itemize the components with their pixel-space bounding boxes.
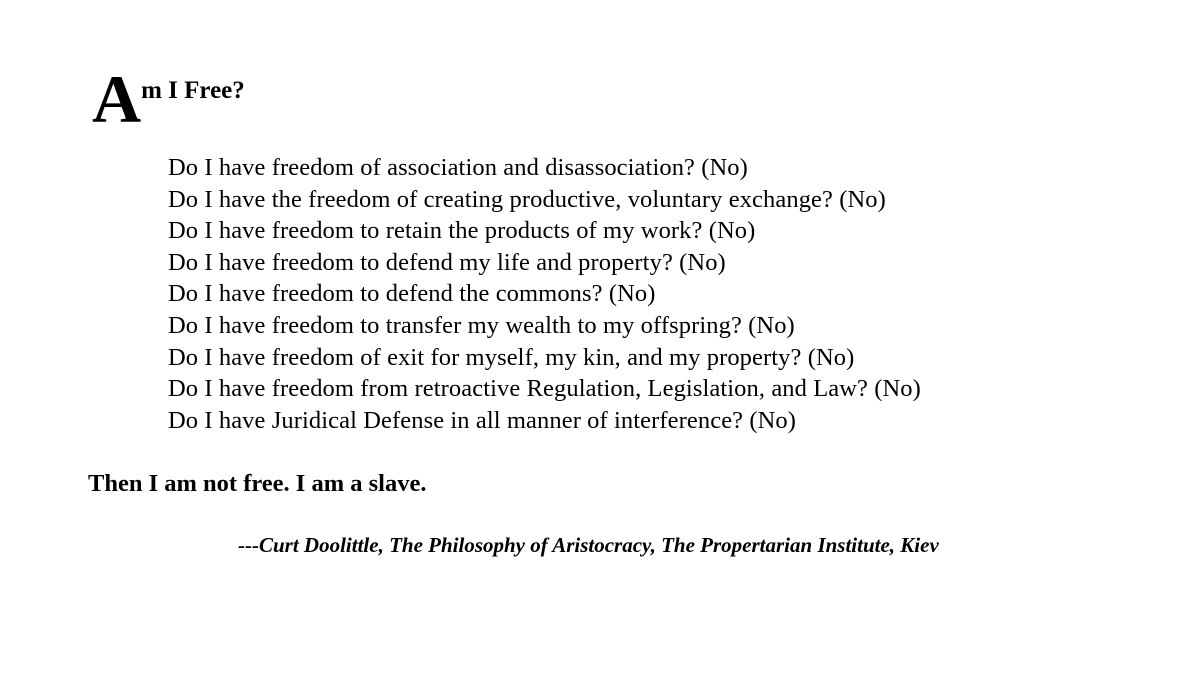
question-list	[168, 152, 1128, 436]
conclusion-text: Then I am not free. I am a slave.	[88, 470, 427, 497]
list-item: Do I have freedom from retroactive Regulation, Legislation, and Law? (No)	[168, 375, 921, 403]
title-dropcap: A	[92, 61, 141, 137]
list-item: Do I have freedom to defend the commons? (No)	[168, 280, 656, 308]
list-item: Do I have freedom to defend my life and property? (No)	[168, 248, 726, 276]
list-item: Do I have freedom of association and disassociation? (No)	[168, 154, 748, 181]
list-item: Do I have Juridical Defense in all manner of interference? (No)	[168, 406, 797, 434]
list-item: Do I have the freedom of creating productive, voluntary exchange? (No)	[168, 185, 886, 213]
list-item: Do I have freedom to transfer my wealth to my offspring? (No)	[168, 311, 795, 339]
title-remainder: m I Free?	[141, 77, 245, 104]
attribution-text: ---Curt Doolittle, The Philosophy of Aristocracy, The Propertarian Institute, Kiev	[238, 533, 939, 557]
page-title	[92, 61, 245, 137]
list-item: Do I have freedom of exit for myself, my kin, and my property? (No)	[168, 343, 855, 371]
list-item: Do I have freedom to retain the products of my work? (No)	[168, 217, 756, 245]
